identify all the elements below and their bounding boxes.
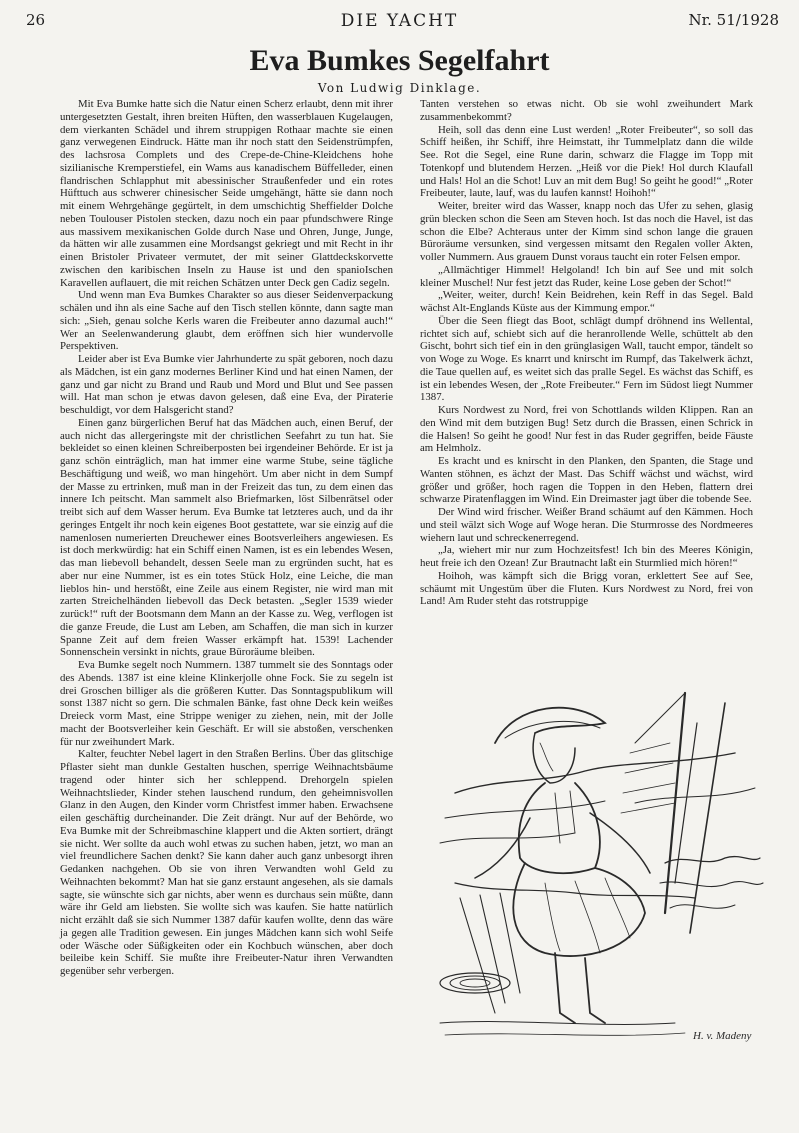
magazine-title: DIE YACHT xyxy=(340,11,459,31)
article-title: Eva Bumkes Segelfahrt xyxy=(249,44,550,77)
paragraph: „Allmächtiger Himmel! Helgoland! Ich bin auf See und mit solch kleiner Muschel! Nur fest jetzt das Ruder, keine Lose geben der Schot!“ xyxy=(420,263,753,289)
article-byline: Von Ludwig Dinklage. xyxy=(317,81,482,95)
paragraph: Eva Bumke segelt noch Nummern. 1387 tummelt sie des Sonntags oder des Abends. 1387 ist eine kleine Klinkerjolle ohne Fock. Sie zu segeln ist drei Groschen billiger als die größeren Kutter. Das Sonntagspublikum will sonst 1387 nicht so gern. Die schmalen Bänke, fast ohne Deck kein weißes Dreieck vorm Mast, eine Strippe weniger zu ziehen, nein, mit der Jolle macht der Bootsverleiher kein Geschäft. Er will sie abstoßen, verschenken für nur zweihundert Mark. xyxy=(60,659,393,748)
paragraph: Und wenn man Eva Bumkes Charakter so aus dieser Seidenverpackung schälen und ihn als eine Sache auf den Tisch stellen könnte, dann sagte man sich: „Sieh, genau solche Kerls waren die Freibeuter anno dazumal auch!“ Wer an Seelenwanderung glaubt, dem eröffnen sich hier wundervolle Perspektiven. xyxy=(60,289,393,353)
running-header xyxy=(0,11,799,31)
paragraph: Einen ganz bürgerlichen Beruf hat das Mädchen auch, einen Beruf, der auch nicht das allergeringste mit der christlichen Seefahrt zu tun hat. Sie bekleidet so einen kleinen Schreiberposten bei irgendeiner Behörde. Er ist ja ganz schön einträglich, man hat immer eine warme Stube, seine tägliche Beschäftigung und weiß, wo man hingehört. Um aber nicht in dem Sumpf der Masse zu ertrinken, muß man in der Freizeit das tun, zu dem einen das innere Ich peitscht. Man sammelt also Briefmarken, löst Silbenrätsel oder treibt sich auf dem Wasser herum. Eva Bumke tat letzteres auch, und da ihr geringes Entgelt ihr noch kein eigenes Boot gestattete, war sie einzig auf die namenlosen numerierten Dreuchewer eines Bootsverleihers angewiesen. Es ist doch merkwürdig: hat ein Schiff einen Namen, ist es ein lebendes Wesen, das man liebevoll behandelt, dessen Seele man zu ergründen sucht, hat es aber nur eine Nummer, ist es ein totes Stück Holz, eine Leiche, die man lieblos hin- und herstößt, eine Zeile aus einem Register, nie wird man mit zarten Streichelhänden liebevoll das Deck betasten. „Segler 1539 wieder zurück!“ ruft der Bootsmann dem Mann an der Kasse zu. Weg, verflogen ist die ganze Freude, die Lust am Leben, am Schaffen, die man sich in kurzer Spanne Zeit auf dem freien Wasser erkämpft hat. 1539! Lachender Sonnenschein versinkt in nichts, graue Büroräume bleiben. xyxy=(60,416,393,659)
paragraph: Kurs Nordwest zu Nord, frei von Schottlands wilden Klippen. Ran an den Wind mit dem butzigen Bug! Setz durch die Brassen, einen Schrick in die Halsen! So geiht he good! Nur fest in das Ruder gegriffen, beide Fäuste am Helmholz. xyxy=(420,404,753,455)
paragraph: Es kracht und es knirscht in den Planken, den Spanten, die Stage und Wanten stöhnen, es ächzt der Mast. Das Schiff wächst und wächst, wird größer und größer, hoch ragen die Toppen in den Heben, flattern drei schwarze Piratenflaggen im Wind. Ein Dreimaster jagt über die tobende See. xyxy=(420,455,753,506)
paragraph: Hoihoh, was kämpft sich die Brigg voran, erklettert See auf See, schäumt mit Ungestüm über die Fluten. Kurs Nordwest zu Nord, frei von Land! Am Ruder steht das rotstruppige xyxy=(420,569,753,608)
artist-signature: H. v. Madeny xyxy=(693,1030,752,1042)
paragraph: Über die Seen fliegt das Boot, schlägt dumpf dröhnend ins Wellental, richtet sich auf, schiebt sich auf die heranrollende Welle, schüttelt ab den Gischt, bohrt sich tief ein in den grünglasigen Wall, taucht empor, tändelt so von Woge zu Woge. Es knarrt und knirscht im Rumpf, das Takelwerk ächzt, die Taue quellen auf, es weitet sich das pralle Segel. Es wächst das Schiff, es ist ein lebendes Wesen, der „Rote Freibeuter.“ Fern im Südost liegt Nummer 1387. xyxy=(420,314,753,404)
page-number: 26 xyxy=(26,11,46,29)
paragraph: „Weiter, weiter, durch! Kein Beidrehen, kein Reff in das Segel. Bald wächst Alt-Englands Küste aus der Kimmung empor.“ xyxy=(420,289,753,314)
paragraph: Kalter, feuchter Nebel lagert in den Straßen Berlins. Über das glitschige Pflaster sieht man dunkle Gestalten huschen, sperrige Weihnachtsbäume tragend oder hinter sich her schleppend. Drehorgeln spielen Weihnachtslieder, Kinder stehen lauschend rundum, den geheimnisvollen Glanz in den Augen, den Kinder vorm Christfest immer haben. Erwachsene eilen geschäftig durcheinander. Die Zeit drängt. Nur auf der Behörde, wo Eva Bumke mit der Schreibmaschine klappert und die Akten sortiert, drängt sie nicht. Wer sollte da auch wohl etwas zu suchen haben, jetzt, wo man an viel freundlichere Sachen denkt? Sie kann daher auch ganz unbesorgt ihren Gedanken nachgehen. Ob sie von ihren Verwandten wohl Geld zu Weihnachten bekommt? Man hat sie ganz erstaunt angesehen, als sie damals sagte, sie wünschte sich gar nichts, aber wenn es durchaus sein müßte, dann wäre ihr Geld am liebsten. Sie wollte sich was kaufen. Sie hatte natürlich nicht erzählt daß sie sich Nummer 1387 dafür kaufen wollte, denn das wäre ja gegen alle Tradition gewesen. Ein junges Mädchen kann sich wohl Seife oder Wäsche oder Süßigkeiten oder ein Kochbuch wünschen, aber doch beileibe kein Schiff. Sie mußte ihre Freibeuter-Natur ihren Verwandten gegenüber sehr verbergen. xyxy=(60,748,393,977)
paragraph: Weiter, breiter wird das Wasser, knapp noch das Ufer zu sehen, glasig grün blecken schon die Seen am Steven hoch. Ist das noch die Havel, ist das schon die Elbe? Achteraus unter der Kimm sind schon lange die grauen Büroräume versunken, sind vergessen mitsamt den Regalen voller Akten, voller Nummern. Aus grauem Dunst voraus taucht ein roter Felsen empor. xyxy=(420,200,753,263)
right-column xyxy=(420,98,753,608)
paragraph: Tanten verstehen so etwas nicht. Ob sie wohl zweihundert Mark zusammenbekommt? xyxy=(420,98,753,123)
sailing-woman-illustration xyxy=(435,683,765,1048)
paragraph: Mit Eva Bumke hatte sich die Natur einen Scherz erlaubt, denn mit ihrer untergesetzten Gestalt, ihren breiten Hüften, den wasserblauen Kugelaugen, dem vierkanten Schädel und ihrem struppigen Rothaar machte sie einen ganz verwegenen Eindruck. Hätte man ihr noch statt den Seidenstrümpfen, des lachsrosa Complets und des Crepe-de-Chine-Kleidchens hohe sizilianische Kremperstiefel, ein Wams aus kanadischem Büffelleder, einen flandrischen Schlapphut mit abessinischer Straußenfeder und ein rotes Hüfttuch aus schwerer chinesischer Seide umgehängt, hätte sie dann noch mit einem Wehrgehänge gegürtelt, in dem umschichtig Sheffielder Dolche neben Toulouser Pistolen stecken, dazu noch ein paar pfundschwere Ringe aus massivem mexikanischen Golde durch Nase und Ohren, Junge, Junge, da hätten wir alle zusammen eine Mordsangst gekriegt und mit Recht in ihr einen Bristoler Privateer vermutet, der mit seiner Glattdeckskorvette zwischen den karibischen Inseln zu Hause ist und den spanioIschen Karavellen auflauert, die mit reichen Schätzen unter Deck gen Cadiz segeln. xyxy=(60,98,393,289)
left-column xyxy=(60,98,393,978)
paragraph: Der Wind wird frischer. Weißer Brand schäumt auf den Kämmen. Hoch und steil wälzt sich Woge auf Woge heran. Die Sturmrosse des Nordmeeres wiehern laut und schreckenerregend. xyxy=(420,506,753,544)
issue-number: Nr. 51/1928 xyxy=(688,11,779,29)
paragraph: Heih, soll das denn eine Lust werden! „Roter Freibeuter“, so soll das Schiff heißen, ihr Schiff, ihre Heimstatt, ihr Tummelplatz dann die wilde See. Rot die Segel, eine Rune darin, schwarz die Flagge im Topp mit Totenkopf und blutendem Herzen. „Heiß vor die Piek! Hol durch Klaufall und Hals! Hol an die Schot! Luv an mit dem Bug! So geiht he good!“ „Roter Freibeuter, laute, lauf, was du laufen kannst! Hoihoh!“ xyxy=(420,123,753,200)
paragraph: Leider aber ist Eva Bumke vier Jahrhunderte zu spät geboren, noch dazu als Mädchen, ist ein ganz modernes Berliner Kind und hat einen Namen, der ganz und gar nicht zu Brand und Raub und Mord und Blut und See passen will. Hat man schon je etwas davon gelesen, daß eine Eva, der Piraterie beschuldigt, vor dem Halsgericht stand? xyxy=(60,353,393,416)
paragraph: „Ja, wiehert mir nur zum Hochzeitsfest! Ich bin des Meeres Königin, heut freie ich den Ozean! Zur Brautnacht laßt ein Sturmlied mich hören!“ xyxy=(420,544,753,569)
